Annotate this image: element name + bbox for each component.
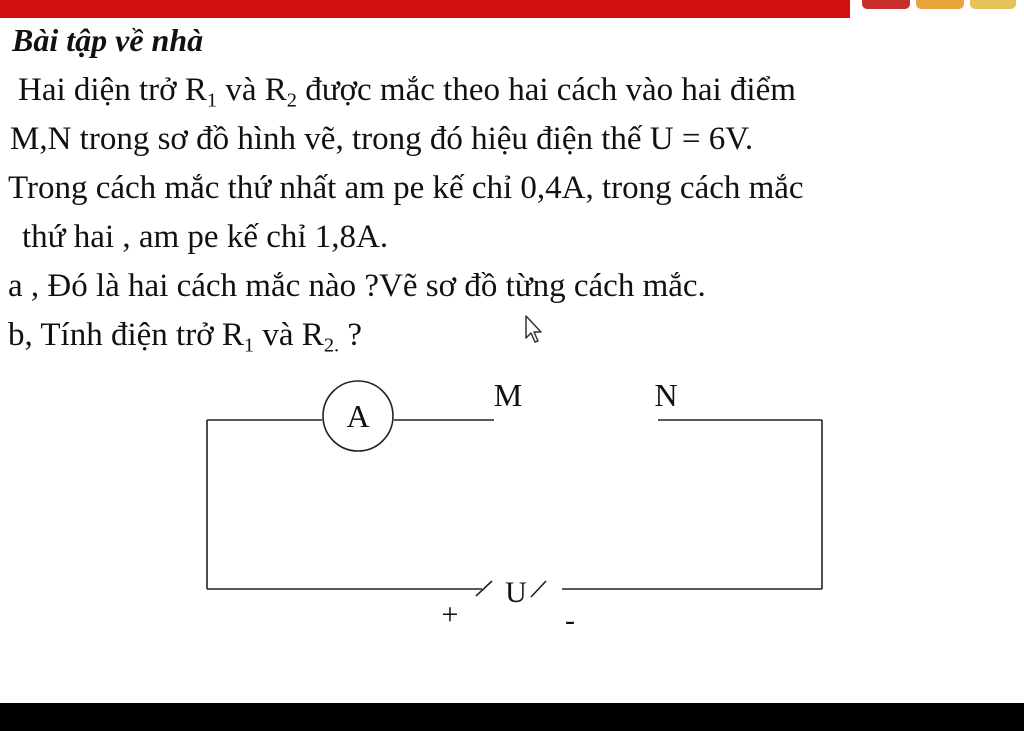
circuit-diagram — [0, 360, 1024, 660]
plus-sign: + — [441, 598, 459, 631]
problem-line-2: M,N trong sơ đồ hình vẽ, trong đó hiệu điện thế U = 6V. — [10, 121, 754, 157]
minus-sign: - — [565, 604, 575, 637]
question-a: a , Đó là hai cách mắc nào ?Vẽ sơ đồ từng cách mắc. — [8, 268, 706, 304]
source-label: U — [505, 576, 527, 609]
point-m-label: M — [493, 377, 523, 413]
question-b: b, Tính điện trở $R_1$ và $R_{2.}$ ? — [8, 317, 363, 357]
maximize-button[interactable] — [916, 0, 964, 9]
problem-line-1: Hai diện trở $R_1$ và $R_2$ được mắc theo hai cách vào hai điểm — [18, 72, 796, 112]
slide-title: Bài tập về nhà — [12, 22, 204, 58]
problem-line-3: Trong cách mắc thứ nhất am pe kế chỉ 0,4A, trong cách mắc — [8, 170, 804, 206]
header-bar — [0, 0, 850, 18]
minimize-button[interactable] — [862, 0, 910, 9]
point-n-label: N — [654, 377, 678, 413]
source-terminal-minus — [531, 581, 546, 597]
problem-line-4: thứ hai , am pe kế chỉ 1,8A. — [22, 219, 389, 255]
ammeter-label: A — [346, 398, 370, 434]
close-button[interactable] — [970, 0, 1016, 9]
mouse-pointer-icon — [524, 314, 546, 344]
bottom-bar — [0, 703, 1024, 731]
